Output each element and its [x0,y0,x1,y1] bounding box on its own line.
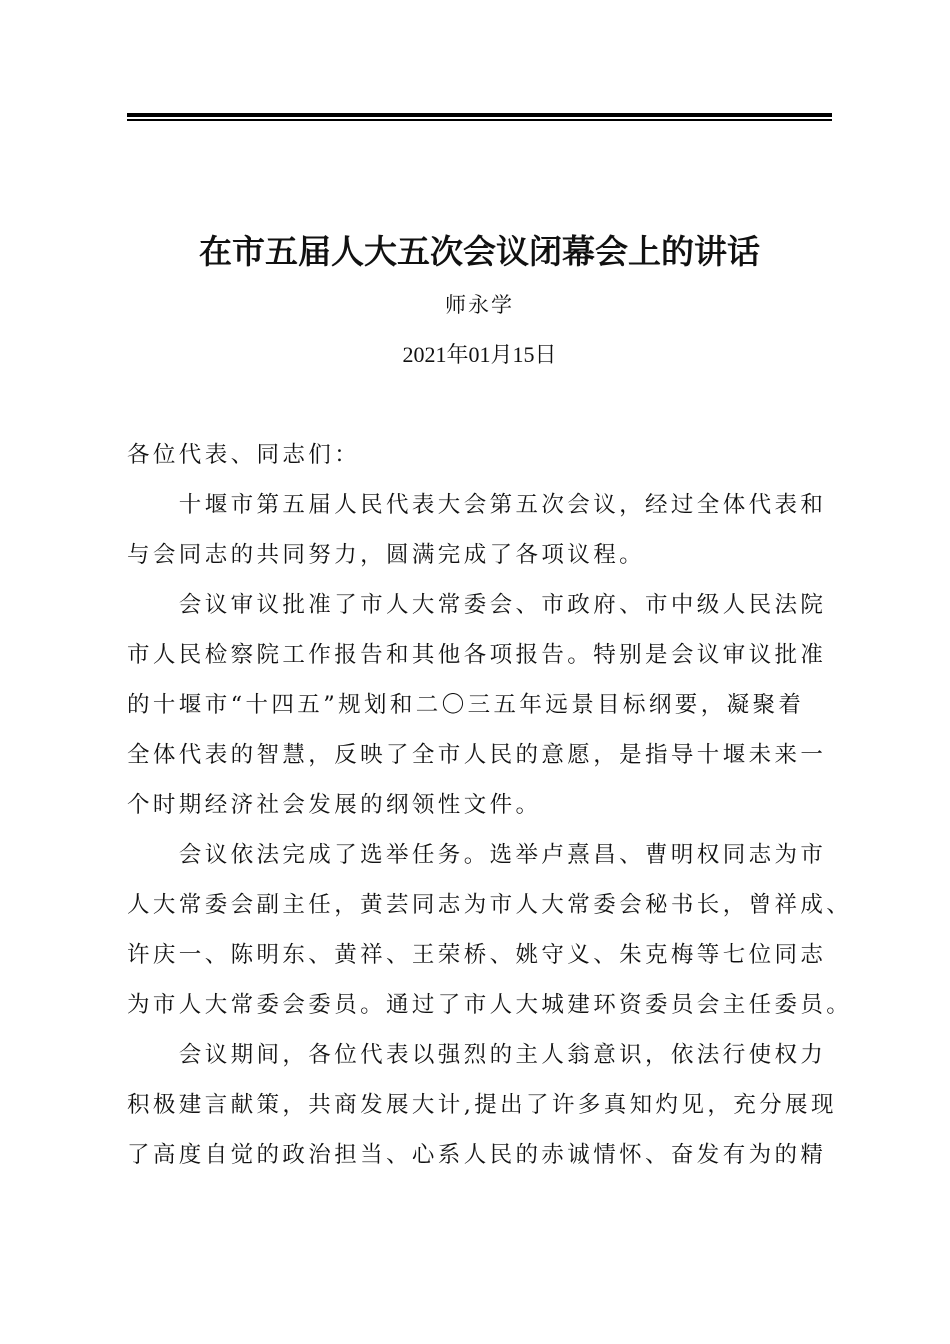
body-line: 积极建言献策，共商发展大计,提出了许多真知灼见，充分展现 [127,1092,837,1118]
body-line: 与会同志的共同努力，圆满完成了各项议程。 [127,542,646,568]
body-line: 会议期间，各位代表以强烈的主人翁意识，依法行使权力 [127,1042,827,1068]
body-line: 会议审议批准了市人大常委会、市政府、市中级人民法院 [127,592,827,618]
speech-body [127,437,853,1187]
body-line: 为市人大常委会委员。通过了市人大城建环资委员会主任委员。 [127,992,853,1018]
body-line: 会议依法完成了选举任务。选举卢熹昌、曹明权同志为市 [127,842,827,868]
document-title: 在市五届人大五次会议闭幕会上的讲话 [199,232,760,271]
body-line: 市人民检察院工作报告和其他各项报告。特别是会议审议批准 [127,642,827,668]
body-line: 各位代表、同志们： [127,442,361,468]
body-line: 全体代表的智慧，反映了全市人民的意愿，是指导十堰未来一 [127,742,827,768]
body-line: 了高度自觉的政治担当、心系人民的赤诚情怀、奋发有为的精 [127,1142,827,1168]
body-line: 的十堰市“十四五”规划和二〇三五年远景目标纲要，凝聚着 [127,692,805,718]
body-line: 个时期经济社会发展的纲领性文件。 [127,792,542,818]
header-rule-thin [127,119,832,121]
body-line: 十堰市第五届人民代表大会第五次会议，经过全体代表和 [127,492,827,518]
header-rule-thick [127,113,832,117]
body-line: 许庆一、陈明东、黄祥、王荣桥、姚守义、朱克梅等七位同志 [127,942,827,968]
document-author: 师永学 [445,293,514,317]
body-line: 人大常委会副主任，黄芸同志为市人大常委会秘书长，曾祥成、 [127,892,853,918]
document-date: 2021年01月15日 [402,342,557,367]
